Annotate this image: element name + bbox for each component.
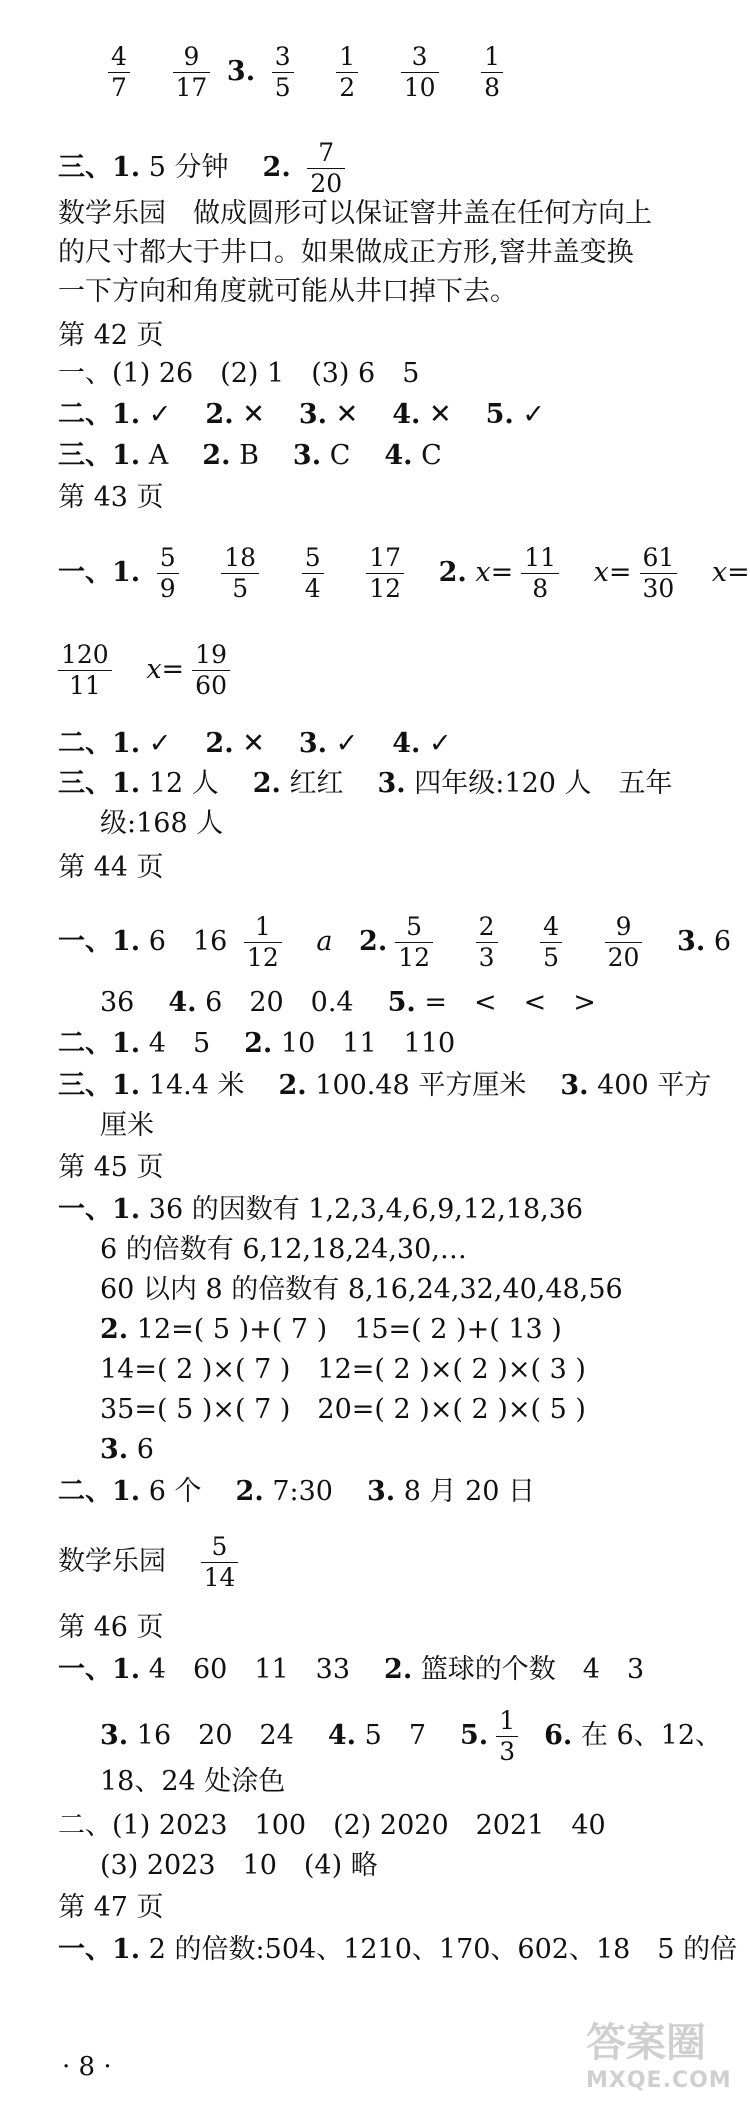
fraction: $\frac{61}{30}$ <box>640 543 678 604</box>
fraction: $\frac{5}{12}$ <box>395 912 433 973</box>
answer-line-fractions-4: 一、1. 6 16 $\frac{1}{12}$ a 2. $\frac{5}{12}$ $\frac{2}{3}$ $\frac{4}{5}$ $\frac{9}{20}$ 3. 6 <box>58 912 731 972</box>
fraction: $\frac{1}{3}$ <box>496 1706 518 1767</box>
fraction: $\frac{5}{14}$ <box>201 1532 239 1593</box>
page-number: · 8 · <box>62 2052 112 2082</box>
answer-line: 3. 6 <box>100 1434 154 1465</box>
answer-line: 一、1. 36 的因数有 1,2,3,4,6,9,12,18,36 <box>58 1194 584 1225</box>
math-garden-text-1: 数学乐园 做成圆形可以保证窨井盖在任何方向上 <box>58 198 652 229</box>
page-heading-47: 第 47 页 <box>58 1892 164 1923</box>
answer-line: 二、1. 4 5 2. 10 11 110 <box>58 1028 456 1059</box>
fraction: $\frac{11}{8}$ <box>521 543 559 604</box>
answer-line: 一、1. 4 60 11 33 2. 篮球的个数 4 3 <box>58 1654 645 1685</box>
fraction: $\frac{19}{60}$ <box>192 640 230 701</box>
answer-line: (3) 2023 10 (4) 略 <box>100 1850 378 1881</box>
fraction: $\frac{2}{3}$ <box>476 912 498 973</box>
answer-line: 3. 16 20 24 4. 5 7 5. $\frac{1}{3}$ 6. 在 6、12、 <box>100 1706 722 1766</box>
answer-line-checks-2: 二、1. ✓ 2. ✕ 3. ✓ 4. ✓ <box>58 728 452 759</box>
fraction: $\frac{9}{17}$ <box>173 42 211 103</box>
fraction: $\frac{5}{9}$ <box>157 543 179 604</box>
answer-line-fractions-2: 一、1. $\frac{5}{9}$ $\frac{18}{5}$ $\frac{5}{4}$ $\frac{17}{12}$ 2. x= $\frac{11}{8}$ x= $\frac{61}{30}$ x= <box>58 543 750 603</box>
page-heading-45: 第 45 页 <box>58 1152 164 1183</box>
answer-line: 二、1. 6 个 2. 7:30 3. 8 月 20 日 <box>58 1476 536 1507</box>
page-heading-44: 第 44 页 <box>58 852 164 883</box>
watermark-logo: 答案圈 MXQE.COM <box>586 2020 732 2093</box>
fraction: $\frac{1}{12}$ <box>244 912 282 973</box>
answer-line-section-3: 三、1. 5 分钟 2. $\frac{7}{20}$ <box>58 138 353 199</box>
answer-line: 级:168 人 <box>100 808 224 839</box>
answer-line: 一、1. 2 的倍数:504、1210、170、602、18 5 的倍 <box>58 1934 738 1965</box>
fraction: $\frac{120}{11}$ <box>58 640 112 701</box>
page-heading-46: 第 46 页 <box>58 1612 164 1643</box>
answer-line: 60 以内 8 的倍数有 8,16,24,32,40,48,56 <box>100 1274 623 1305</box>
answer-line: 一、(1) 26 (2) 1 (3) 6 5 <box>58 358 420 389</box>
fraction: $\frac{7}{20}$ <box>307 138 345 199</box>
answer-line: 二、(1) 2023 100 (2) 2020 2021 40 <box>58 1810 606 1841</box>
answer-line: 三、1. 14.4 米 2. 100.48 平方厘米 3. 400 平方 <box>58 1070 712 1101</box>
page-heading-43: 第 43 页 <box>58 482 164 513</box>
fraction: $\frac{3}{10}$ <box>401 42 439 103</box>
answer-line-choices: 三、1. A 2. B 3. C 4. C <box>58 440 442 471</box>
answer-line: 三、1. 12 人 2. 红红 3. 四年级:120 人 五年 <box>58 768 673 799</box>
answer-line: 36 4. 6 20 0.4 5. = < < > <box>100 987 596 1018</box>
math-garden-text-3: 一下方向和角度就可能从井口掉下去。 <box>58 276 517 307</box>
fraction: $\frac{17}{12}$ <box>366 543 404 604</box>
answer-line: 35=( 5 )×( 7 ) 20=( 2 )×( 2 )×( 5 ) <box>100 1394 586 1425</box>
answer-line: 厘米 <box>100 1110 154 1141</box>
page-heading-42: 第 42 页 <box>58 320 164 351</box>
fraction: $\frac{3}{5}$ <box>272 42 294 103</box>
answer-line-fractions-3: $\frac{120}{11}$ x= $\frac{19}{60}$ <box>58 640 238 701</box>
math-garden-answer: 数学乐园 $\frac{5}{14}$ <box>58 1532 246 1593</box>
answer-line: 2. 12=( 5 )+( 7 ) 15=( 2 )+( 13 ) <box>100 1314 562 1345</box>
answer-line: 14=( 2 )×( 7 ) 12=( 2 )×( 2 )×( 3 ) <box>100 1354 586 1385</box>
fraction: $\frac{4}{7}$ <box>108 42 130 103</box>
fraction: $\frac{4}{5}$ <box>540 912 562 973</box>
fraction: $\frac{1}{2}$ <box>336 42 358 103</box>
answer-line-checks: 二、1. ✓ 2. ✕ 3. ✕ 4. ✕ 5. ✓ <box>58 399 546 430</box>
answer-line-fractions-1: $\frac{4}{7}$ $\frac{9}{17}$ 3. $\frac{3}{5}$ $\frac{1}{2}$ $\frac{3}{10}$ $\frac{1}{8}$ <box>100 42 511 103</box>
fraction: $\frac{9}{20}$ <box>605 912 643 973</box>
fraction: $\frac{5}{4}$ <box>302 543 324 604</box>
fraction: $\frac{1}{8}$ <box>481 42 503 103</box>
fraction: $\frac{18}{5}$ <box>221 543 259 604</box>
answer-line: 6 的倍数有 6,12,18,24,30,… <box>100 1234 467 1265</box>
answer-line: 18、24 处涂色 <box>100 1766 286 1797</box>
math-garden-text-2: 的尺寸都大于井口。如果做成正方形,窨井盖变换 <box>58 237 634 268</box>
